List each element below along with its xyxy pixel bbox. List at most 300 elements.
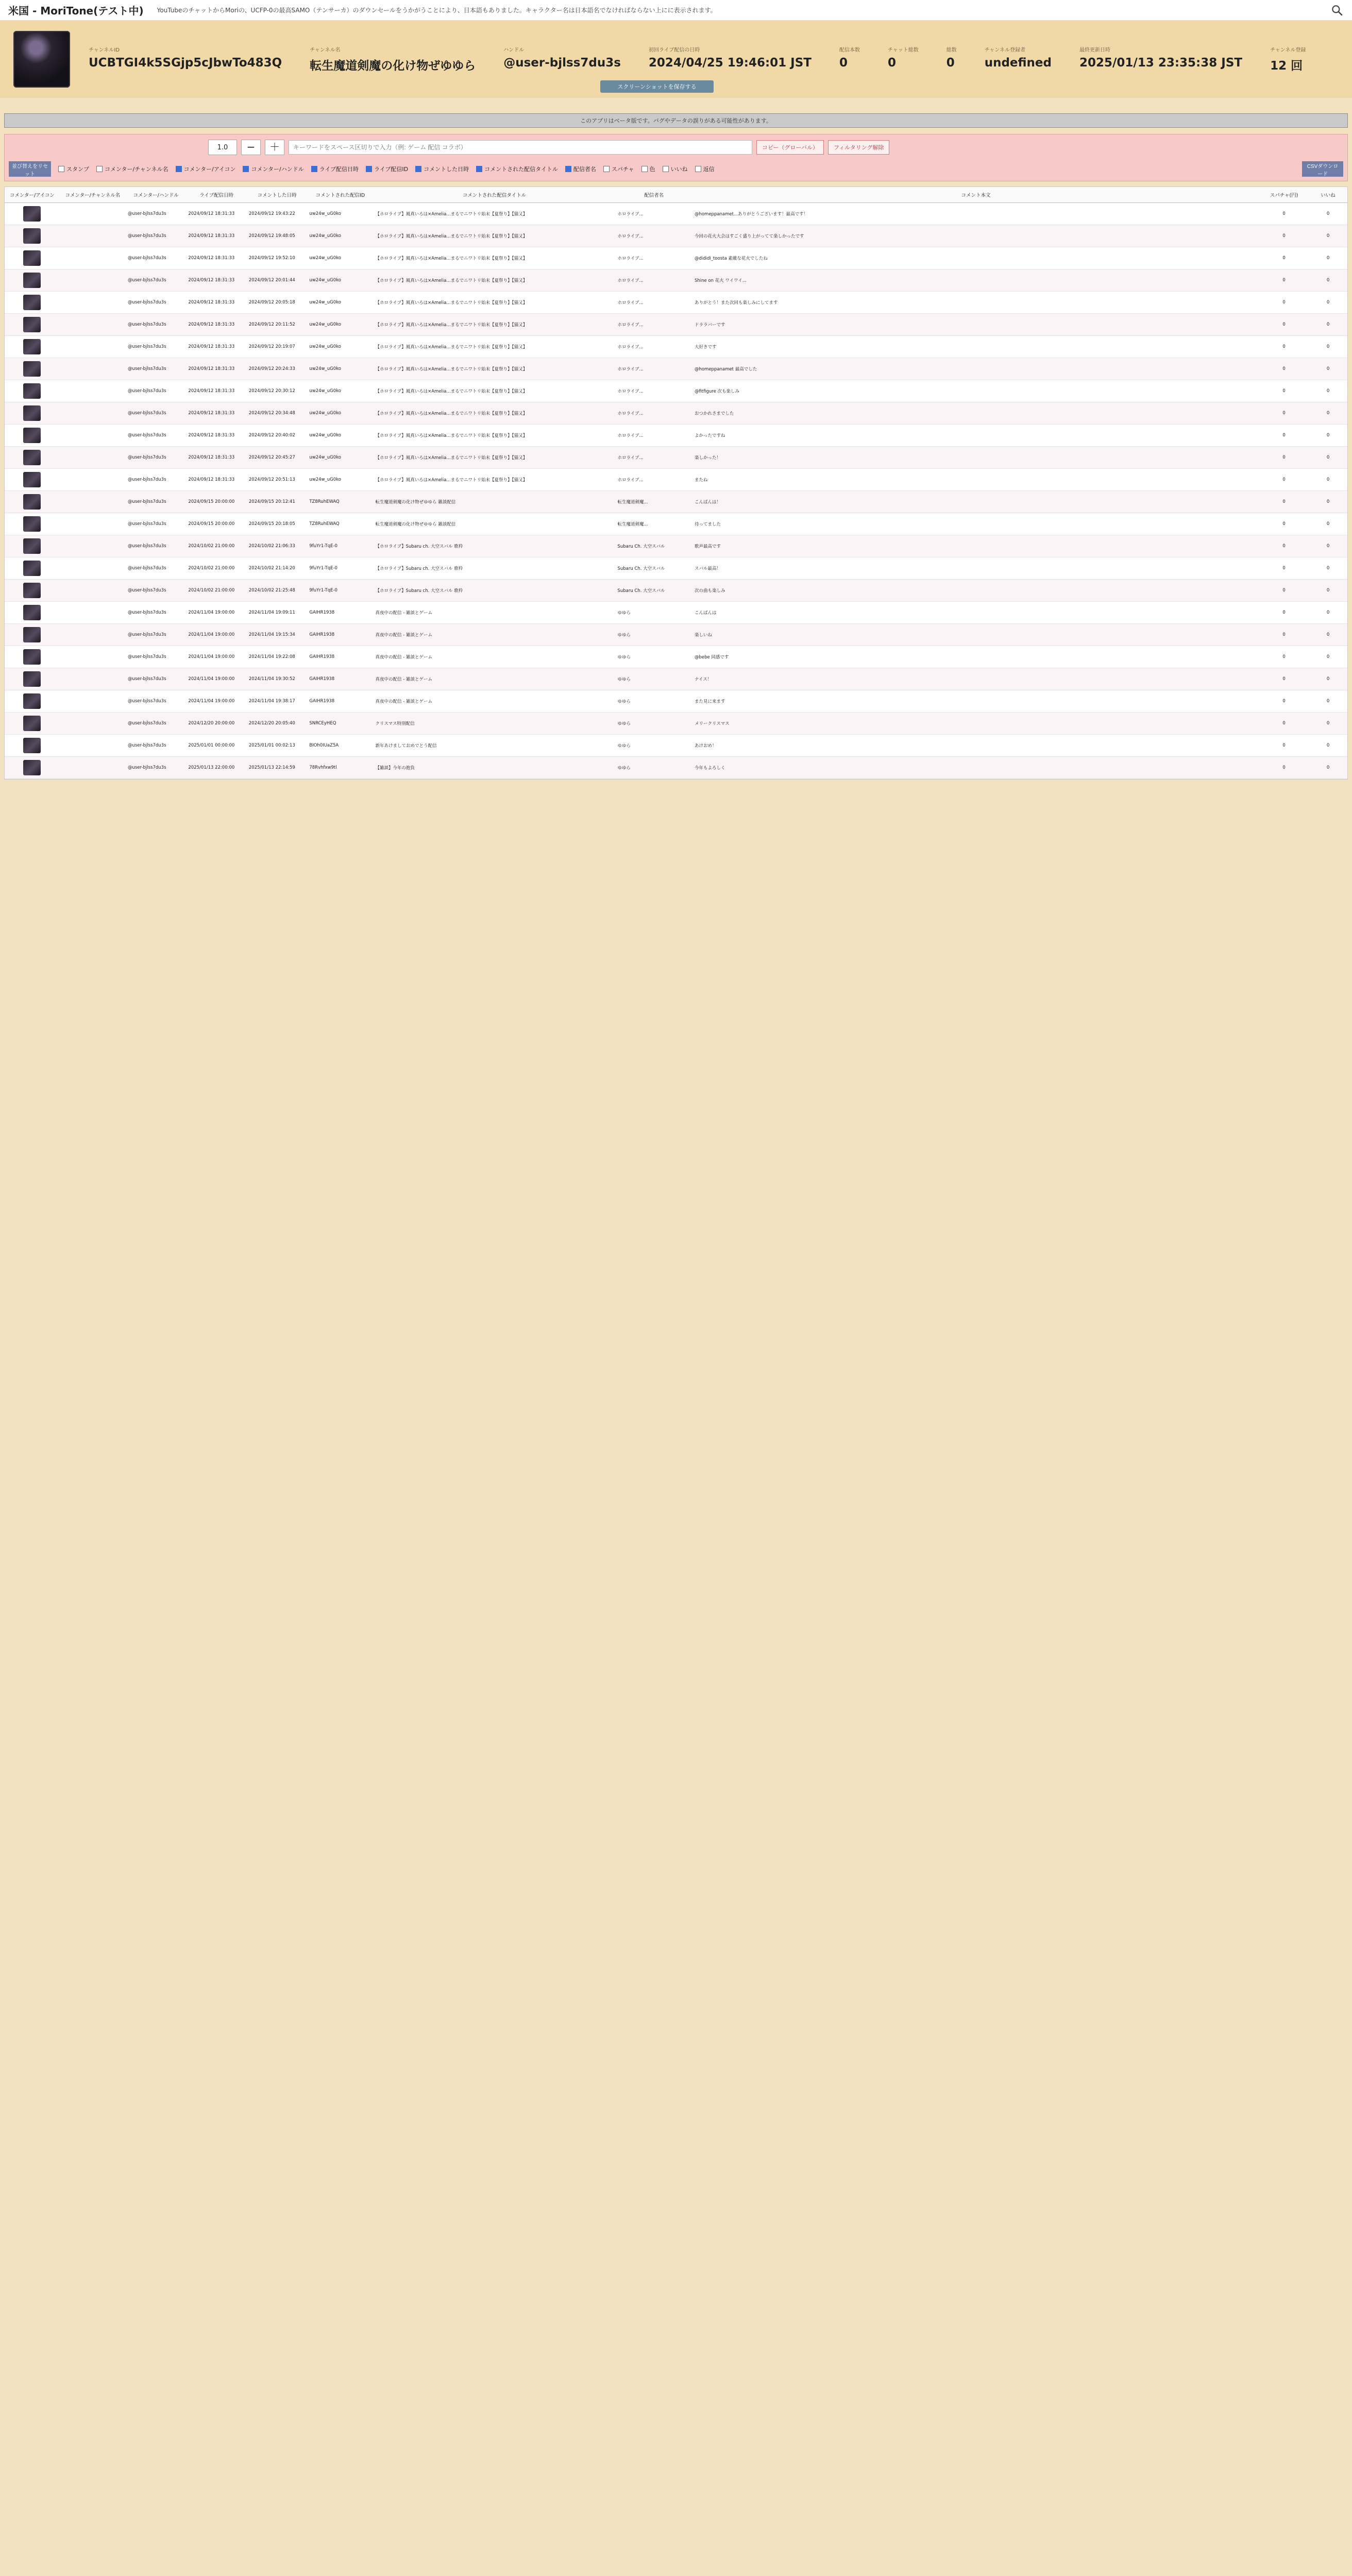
- cell-video-id[interactable]: BIOh0IUaZ5A: [307, 735, 373, 757]
- column-header[interactable]: コメンター/アイコン: [5, 187, 60, 203]
- cell-handle[interactable]: @user-bjlss7du3s: [126, 469, 186, 491]
- stat-label: チャット総数: [888, 47, 919, 53]
- zoom-in-button[interactable]: ＋: [265, 140, 284, 155]
- cell-comment-time: 2025/01/01 00:02:13: [247, 735, 307, 757]
- cell-video-id[interactable]: uw24w_uG0ko: [307, 336, 373, 358]
- cell-handle[interactable]: @user-bjlss7du3s: [126, 757, 186, 779]
- zoom-out-button[interactable]: −: [241, 140, 261, 155]
- column-toggle[interactable]: [311, 165, 359, 173]
- cell-handle[interactable]: @user-bjlss7du3s: [126, 535, 186, 557]
- commenter-name-cell: [60, 358, 126, 380]
- column-header[interactable]: スパチャ(円): [1259, 187, 1309, 203]
- column-toggle[interactable]: [641, 165, 655, 173]
- column-toggle[interactable]: [58, 165, 89, 173]
- column-toggle[interactable]: [243, 165, 303, 173]
- cell-live-time: 2024/09/12 18:31:33: [186, 203, 246, 225]
- cell-text: 次の曲も楽しみ: [692, 580, 1259, 602]
- table-row: [5, 314, 1347, 336]
- checkbox[interactable]: [311, 166, 317, 172]
- cell-comment-time: 2024/09/12 20:11:52: [247, 314, 307, 336]
- cell-handle[interactable]: @user-bjlss7du3s: [126, 380, 186, 402]
- table-row: [5, 535, 1347, 557]
- commenter-name-cell: [60, 535, 126, 557]
- cell-video-id[interactable]: uw24w_uG0ko: [307, 225, 373, 247]
- cell-streamer: Subaru Ch. 大空スバル: [615, 535, 692, 557]
- stat-5: [888, 45, 919, 73]
- cell-video-id[interactable]: GAIHR1938: [307, 624, 373, 646]
- table-row: [5, 336, 1347, 358]
- commenter-avatar: [23, 649, 41, 665]
- table-row: [5, 557, 1347, 580]
- commenter-name-cell: [60, 336, 126, 358]
- stat-label: ハンドル: [503, 47, 525, 53]
- checkbox-label: コメントされた配信タイトル: [484, 166, 558, 173]
- cell-title: 新年あけましておめでとう配信: [374, 735, 616, 757]
- commenter-icon-cell: [5, 269, 60, 292]
- cell-likes: 0: [1309, 535, 1347, 557]
- checkbox[interactable]: [366, 166, 372, 172]
- commenter-icon-cell: [5, 447, 60, 469]
- cell-live-time: 2024/09/15 20:00:00: [186, 491, 246, 513]
- table-row: [5, 402, 1347, 425]
- stat-label: チャンネル登録者: [984, 47, 1026, 53]
- cell-sc: 0: [1259, 624, 1309, 646]
- cell-handle[interactable]: @user-bjlss7du3s: [126, 225, 186, 247]
- top-bar: [0, 0, 1352, 21]
- checkbox[interactable]: [695, 166, 701, 172]
- cell-comment-time: 2024/09/15 20:12:41: [247, 491, 307, 513]
- cell-live-time: 2024/11/04 19:00:00: [186, 668, 246, 690]
- cell-text: 楽しかった！: [692, 447, 1259, 469]
- cell-handle[interactable]: @user-bjlss7du3s: [126, 557, 186, 580]
- column-toggle[interactable]: [176, 165, 236, 173]
- commenter-icon-cell: [5, 580, 60, 602]
- cell-title: 転生魔道剣魔の化け物ぜゆゆら 雑談配信: [374, 513, 616, 535]
- cell-title: 【ホロライブ】風真いろは×Amelia...まるでニワトリ始末【夏祭り】【猫又】: [374, 447, 616, 469]
- checkbox-label: スタンプ: [66, 166, 89, 173]
- cell-handle[interactable]: @user-bjlss7du3s: [126, 690, 186, 713]
- cell-live-time: 2024/09/12 18:31:33: [186, 247, 246, 269]
- cell-streamer: ホロライブ...: [615, 269, 692, 292]
- cell-video-id[interactable]: uw24w_uG0ko: [307, 469, 373, 491]
- cell-live-time: 2024/09/12 18:31:33: [186, 292, 246, 314]
- cell-comment-time: 2024/12/20 20:05:40: [247, 713, 307, 735]
- cell-streamer: ゆゆら: [615, 757, 692, 779]
- commenter-icon-cell: [5, 247, 60, 269]
- cell-handle[interactable]: @user-bjlss7du3s: [126, 491, 186, 513]
- cell-handle[interactable]: @user-bjlss7du3s: [126, 292, 186, 314]
- stat-label: チャンネル登録: [1270, 47, 1306, 53]
- column-toggle[interactable]: [366, 165, 408, 173]
- cell-streamer: ホロライブ...: [615, 247, 692, 269]
- table-row: [5, 247, 1347, 269]
- comment-table: [4, 187, 1348, 779]
- stat-value: 0: [888, 56, 897, 70]
- stat-6: [947, 45, 957, 73]
- cell-video-id[interactable]: 9fuYr1-TqE-0: [307, 557, 373, 580]
- cell-text: @bebe 同感です: [692, 646, 1259, 668]
- cell-likes: 0: [1309, 225, 1347, 247]
- commenter-avatar: [23, 561, 41, 576]
- table-row: [5, 690, 1347, 713]
- checkbox[interactable]: [663, 166, 669, 172]
- commenter-icon-cell: [5, 513, 60, 535]
- cell-video-id[interactable]: 78Rvhfxw9tl: [307, 757, 373, 779]
- cell-comment-time: 2024/09/15 20:18:05: [247, 513, 307, 535]
- cell-title: 【ホロライブ】風真いろは×Amelia...まるでニワトリ始末【夏祭り】【猫又】: [374, 336, 616, 358]
- column-toggle[interactable]: [415, 165, 469, 173]
- cell-title: 【ホロライブ】風真いろは×Amelia...まるでニワトリ始末【夏祭り】【猫又】: [374, 247, 616, 269]
- cell-video-id[interactable]: GAIHR1938: [307, 690, 373, 713]
- cell-text: 大好きです: [692, 336, 1259, 358]
- cell-video-id[interactable]: uw24w_uG0ko: [307, 203, 373, 225]
- cell-streamer: ホロライブ...: [615, 292, 692, 314]
- commenter-avatar: [23, 428, 41, 443]
- cell-video-id[interactable]: GAIHR1938: [307, 602, 373, 624]
- table-row: [5, 380, 1347, 402]
- cell-likes: 0: [1309, 491, 1347, 513]
- cell-sc: 0: [1259, 314, 1309, 336]
- cell-title: 【ホロライブ】風真いろは×Amelia...まるでニワトリ始末【夏祭り】【猫又】: [374, 469, 616, 491]
- cell-comment-time: 2024/10/02 21:25:48: [247, 580, 307, 602]
- cell-handle[interactable]: @user-bjlss7du3s: [126, 358, 186, 380]
- cell-sc: 0: [1259, 447, 1309, 469]
- cell-handle[interactable]: @user-bjlss7du3s: [126, 203, 186, 225]
- cell-live-time: 2025/01/13 22:00:00: [186, 757, 246, 779]
- stat-label: 最終更新日時: [1079, 47, 1110, 53]
- cell-streamer: ホロライブ...: [615, 447, 692, 469]
- commenter-name-cell: [60, 646, 126, 668]
- share-button[interactable]: スクリーンショットを保存する: [600, 80, 714, 93]
- cell-likes: 0: [1309, 602, 1347, 624]
- cell-text: @homeppanamet 最高でした: [692, 358, 1259, 380]
- cell-streamer: 転生魔道剣魔...: [615, 491, 692, 513]
- column-header[interactable]: コメントされた配信タイトル: [374, 187, 616, 203]
- checkbox[interactable]: [96, 166, 103, 172]
- cell-handle[interactable]: @user-bjlss7du3s: [126, 314, 186, 336]
- cell-comment-time: 2024/09/12 20:30:12: [247, 380, 307, 402]
- cell-handle[interactable]: @user-bjlss7du3s: [126, 735, 186, 757]
- commenter-icon-cell: [5, 358, 60, 380]
- profile-header: [0, 21, 1352, 98]
- table-row: [5, 513, 1347, 535]
- commenter-avatar: [23, 693, 41, 709]
- table-row: [5, 469, 1347, 491]
- cell-video-id[interactable]: uw24w_uG0ko: [307, 269, 373, 292]
- column-toggle[interactable]: [476, 165, 558, 173]
- cell-comment-time: 2024/09/12 20:24:33: [247, 358, 307, 380]
- stat-label: 配信本数: [839, 47, 860, 53]
- cell-video-id[interactable]: uw24w_uG0ko: [307, 314, 373, 336]
- commenter-name-cell: [60, 402, 126, 425]
- commenter-avatar: [23, 494, 41, 510]
- column-toggle[interactable]: [695, 165, 715, 173]
- cell-streamer: ホロライブ...: [615, 225, 692, 247]
- cell-sc: 0: [1259, 269, 1309, 292]
- commenter-name-cell: [60, 713, 126, 735]
- commenter-icon-cell: [5, 203, 60, 225]
- checkbox[interactable]: [565, 166, 571, 172]
- cell-handle[interactable]: @user-bjlss7du3s: [126, 646, 186, 668]
- cell-handle[interactable]: @user-bjlss7du3s: [126, 447, 186, 469]
- cell-video-id[interactable]: uw24w_uG0ko: [307, 358, 373, 380]
- cell-text: 楽しいね: [692, 624, 1259, 646]
- cell-sc: 0: [1259, 425, 1309, 447]
- stat-value: 12 回: [1270, 59, 1303, 73]
- cell-text: ドララバーです: [692, 314, 1259, 336]
- cell-likes: 0: [1309, 668, 1347, 690]
- cell-handle[interactable]: @user-bjlss7du3s: [126, 513, 186, 535]
- stat-9: [1270, 45, 1306, 73]
- cell-live-time: 2024/11/04 19:00:00: [186, 690, 246, 713]
- commenter-name-cell: [60, 469, 126, 491]
- cell-live-time: 2024/11/04 19:00:00: [186, 602, 246, 624]
- cell-handle[interactable]: @user-bjlss7du3s: [126, 269, 186, 292]
- cell-live-time: 2024/09/12 18:31:33: [186, 225, 246, 247]
- cell-video-id[interactable]: TZ8RuhEWAQ: [307, 513, 373, 535]
- cell-live-time: 2025/01/01 00:00:00: [186, 735, 246, 757]
- cell-video-id[interactable]: uw24w_uG0ko: [307, 447, 373, 469]
- cell-video-id[interactable]: uw24w_uG0ko: [307, 380, 373, 402]
- commenter-name-cell: [60, 203, 126, 225]
- commenter-name-cell: [60, 513, 126, 535]
- cell-comment-time: 2024/09/12 19:52:10: [247, 247, 307, 269]
- cell-sc: 0: [1259, 602, 1309, 624]
- cell-live-time: 2024/12/20 20:00:00: [186, 713, 246, 735]
- commenter-name-cell: [60, 602, 126, 624]
- column-header[interactable]: コメントされた配信ID: [307, 187, 373, 203]
- cell-likes: 0: [1309, 336, 1347, 358]
- commenter-icon-cell: [5, 491, 60, 513]
- keyword-filter-input[interactable]: [289, 140, 752, 155]
- cell-text: また見に来ます: [692, 690, 1259, 713]
- commenter-icon-cell: [5, 690, 60, 713]
- column-header[interactable]: 配信者名: [615, 187, 692, 203]
- cell-video-id[interactable]: 9fuYr1-TqE-0: [307, 580, 373, 602]
- column-toggle[interactable]: [565, 165, 596, 173]
- cell-likes: 0: [1309, 203, 1347, 225]
- cell-live-time: 2024/09/12 18:31:33: [186, 380, 246, 402]
- cell-handle[interactable]: @user-bjlss7du3s: [126, 247, 186, 269]
- cell-handle[interactable]: @user-bjlss7du3s: [126, 713, 186, 735]
- checkbox[interactable]: [415, 166, 421, 172]
- copy-global-button[interactable]: コピー（グローバル）: [756, 140, 824, 155]
- cell-sc: 0: [1259, 247, 1309, 269]
- cell-text: @homeppanamet...ありがとうございます！最高です！: [692, 203, 1259, 225]
- stat-value: UCBTGI4k5SGjp5cJbwTo483Q: [89, 56, 282, 70]
- cell-title: 【雑談】今年の抱負: [374, 757, 616, 779]
- cell-live-time: 2024/09/12 18:31:33: [186, 469, 246, 491]
- cell-likes: 0: [1309, 713, 1347, 735]
- commenter-avatar: [23, 250, 41, 266]
- cell-video-id[interactable]: SNRCEyHEQ: [307, 713, 373, 735]
- cell-sc: 0: [1259, 690, 1309, 713]
- cell-sc: 0: [1259, 203, 1309, 225]
- cell-streamer: ホロライブ...: [615, 469, 692, 491]
- cell-sc: 0: [1259, 757, 1309, 779]
- cell-video-id[interactable]: GAIHR1938: [307, 646, 373, 668]
- stat-value: undefined: [984, 56, 1052, 70]
- cell-title: 真夜中の配信 - 雑談とゲーム: [374, 646, 616, 668]
- commenter-avatar: [23, 405, 41, 421]
- column-toggle[interactable]: [96, 165, 168, 173]
- commenter-name-cell: [60, 580, 126, 602]
- checkbox-label: いいね: [670, 166, 688, 173]
- checkbox[interactable]: [58, 166, 64, 172]
- cell-sc: 0: [1259, 646, 1309, 668]
- cell-streamer: ホロライブ...: [615, 425, 692, 447]
- cell-text: よかったですね: [692, 425, 1259, 447]
- commenter-name-cell: [60, 380, 126, 402]
- checkbox[interactable]: [243, 166, 249, 172]
- checkbox[interactable]: [641, 166, 648, 172]
- cell-video-id[interactable]: GAIHR1938: [307, 668, 373, 690]
- commenter-icon-cell: [5, 713, 60, 735]
- cell-live-time: 2024/09/12 18:31:33: [186, 358, 246, 380]
- cell-video-id[interactable]: uw24w_uG0ko: [307, 402, 373, 425]
- column-header[interactable]: コメンター/チャンネル名: [60, 187, 126, 203]
- stat-value: @user-bjlss7du3s: [503, 56, 621, 70]
- search-icon[interactable]: [1330, 4, 1344, 17]
- cell-title: 【ホロライブ】風真いろは×Amelia...まるでニワトリ始末【夏祭り】【猫又】: [374, 225, 616, 247]
- checkbox-label: スパチャ: [611, 166, 634, 173]
- cell-title: 真夜中の配信 - 雑談とゲーム: [374, 602, 616, 624]
- cell-video-id[interactable]: uw24w_uG0ko: [307, 425, 373, 447]
- cell-comment-time: 2024/09/12 19:43:22: [247, 203, 307, 225]
- table-row: [5, 203, 1347, 225]
- cell-text: またね: [692, 469, 1259, 491]
- cell-streamer: ホロライブ...: [615, 336, 692, 358]
- table-row: [5, 447, 1347, 469]
- checkbox-label: 返信: [703, 166, 715, 173]
- cell-video-id[interactable]: TZ8RuhEWAQ: [307, 491, 373, 513]
- column-header[interactable]: いいね: [1309, 187, 1347, 203]
- stat-0: [89, 45, 282, 73]
- commenter-icon-cell: [5, 225, 60, 247]
- cell-handle[interactable]: @user-bjlss7du3s: [126, 425, 186, 447]
- stat-4: [839, 45, 860, 73]
- reset-sort-button[interactable]: 並び替えをリセット: [9, 161, 51, 177]
- cell-likes: 0: [1309, 580, 1347, 602]
- cell-live-time: 2024/09/12 18:31:33: [186, 314, 246, 336]
- commenter-icon-cell: [5, 292, 60, 314]
- cell-handle[interactable]: @user-bjlss7du3s: [126, 402, 186, 425]
- commenter-avatar: [23, 605, 41, 620]
- commenter-avatar: [23, 228, 41, 244]
- cell-streamer: ゆゆら: [615, 690, 692, 713]
- cell-handle[interactable]: @user-bjlss7du3s: [126, 624, 186, 646]
- cell-streamer: ホロライブ...: [615, 358, 692, 380]
- stat-value: 0: [839, 56, 848, 70]
- cell-likes: 0: [1309, 247, 1347, 269]
- stat-label: チャンネル名: [310, 47, 341, 53]
- cell-comment-time: 2024/09/12 20:01:44: [247, 269, 307, 292]
- stat-2: [503, 45, 621, 73]
- cell-text: こんばんは！: [692, 491, 1259, 513]
- cell-likes: 0: [1309, 646, 1347, 668]
- commenter-icon-cell: [5, 402, 60, 425]
- cell-sc: 0: [1259, 735, 1309, 757]
- cell-live-time: 2024/11/04 19:00:00: [186, 624, 246, 646]
- cell-handle[interactable]: @user-bjlss7du3s: [126, 580, 186, 602]
- cell-likes: 0: [1309, 735, 1347, 757]
- commenter-icon-cell: [5, 557, 60, 580]
- commenter-avatar: [23, 716, 41, 731]
- cell-sc: 0: [1259, 469, 1309, 491]
- commenter-avatar: [23, 339, 41, 354]
- commenter-name-cell: [60, 624, 126, 646]
- csv-download-button[interactable]: CSVダウンロード: [1302, 161, 1343, 177]
- cell-likes: 0: [1309, 292, 1347, 314]
- cell-video-id[interactable]: uw24w_uG0ko: [307, 247, 373, 269]
- checkbox-label: コメンター/アイコン: [183, 166, 236, 173]
- cell-streamer: ホロライブ...: [615, 203, 692, 225]
- table-row: [5, 269, 1347, 292]
- cell-streamer: ゆゆら: [615, 624, 692, 646]
- checkbox[interactable]: [176, 166, 182, 172]
- cell-streamer: ゆゆら: [615, 646, 692, 668]
- cell-handle[interactable]: @user-bjlss7du3s: [126, 336, 186, 358]
- cell-likes: 0: [1309, 690, 1347, 713]
- table-row: [5, 668, 1347, 690]
- cell-live-time: 2024/10/02 21:00:00: [186, 557, 246, 580]
- cell-comment-time: 2024/09/12 20:45:27: [247, 447, 307, 469]
- stat-1: [310, 45, 476, 73]
- cell-text: ナイス！: [692, 668, 1259, 690]
- checkbox[interactable]: [476, 166, 482, 172]
- checkbox-label: コメントした日時: [424, 166, 469, 173]
- cell-video-id[interactable]: uw24w_uG0ko: [307, 292, 373, 314]
- checkbox[interactable]: [603, 166, 610, 172]
- column-header[interactable]: コメントした日時: [247, 187, 307, 203]
- cell-live-time: 2024/09/12 18:31:33: [186, 447, 246, 469]
- cell-video-id[interactable]: 9fuYr1-TqE-0: [307, 535, 373, 557]
- cell-comment-time: 2024/10/02 21:14:20: [247, 557, 307, 580]
- table-row: [5, 735, 1347, 757]
- app-description: YouTubeのチャットからMoriの、UCFP-0の最高SAMO（テンサーカ）のダウンセールをうかがうことにより、日本語もありました。キャラクター名は日本語名でなければならない上にに表示されます。: [157, 7, 717, 14]
- checkbox-label: 配信者名: [573, 166, 596, 173]
- commenter-name-cell: [60, 314, 126, 336]
- cell-handle[interactable]: @user-bjlss7du3s: [126, 602, 186, 624]
- cell-streamer: 転生魔道剣魔...: [615, 513, 692, 535]
- cell-comment-time: 2024/11/04 19:22:08: [247, 646, 307, 668]
- cell-sc: 0: [1259, 491, 1309, 513]
- cell-text: 歌声最高です: [692, 535, 1259, 557]
- column-header[interactable]: コメント本文: [692, 187, 1259, 203]
- commenter-icon-cell: [5, 757, 60, 779]
- cell-text: 今回の花火大会はすごく盛り上がってて楽しかったです: [692, 225, 1259, 247]
- commenter-icon-cell: [5, 425, 60, 447]
- table-row: [5, 624, 1347, 646]
- commenter-name-cell: [60, 557, 126, 580]
- cell-title: 転生魔道剣魔の化け物ぜゆゆら 雑談配信: [374, 491, 616, 513]
- cell-live-time: 2024/10/02 21:00:00: [186, 535, 246, 557]
- cell-sc: 0: [1259, 535, 1309, 557]
- commenter-icon-cell: [5, 469, 60, 491]
- column-header[interactable]: コメンター/ハンドル: [126, 187, 186, 203]
- column-toggle[interactable]: [663, 165, 688, 173]
- column-header[interactable]: ライブ配信日時: [186, 187, 246, 203]
- cell-comment-time: 2024/09/12 20:40:02: [247, 425, 307, 447]
- cell-comment-time: 2024/09/12 20:05:18: [247, 292, 307, 314]
- column-toggle[interactable]: [603, 165, 634, 173]
- clear-filter-button[interactable]: フィルタリング解除: [828, 140, 889, 155]
- app-title: 米国 - MoriTone(テスト中): [8, 5, 144, 17]
- cell-text: 今年もよろしく: [692, 757, 1259, 779]
- cell-handle[interactable]: @user-bjlss7du3s: [126, 668, 186, 690]
- commenter-name-cell: [60, 447, 126, 469]
- table-row: [5, 491, 1347, 513]
